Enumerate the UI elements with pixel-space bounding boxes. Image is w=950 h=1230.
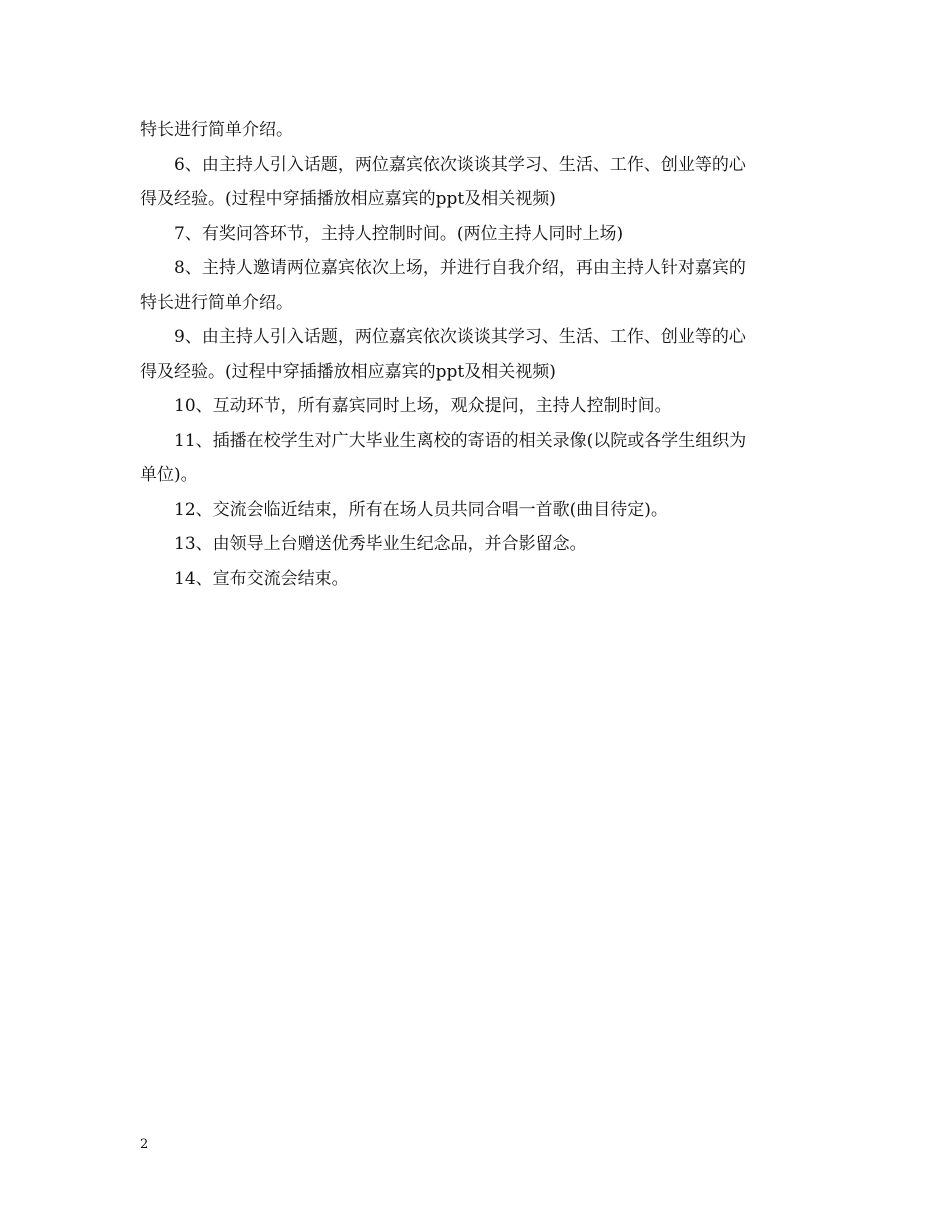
list-item-13: 13、由领导上台赠送优秀毕业生纪念品，并合影留念。 (174, 534, 587, 554)
list-item-8-line-2: 特长进行简单介绍。 (140, 292, 293, 313)
document-body (140, 113, 812, 596)
list-item-11-line-1: 11、插播在校学生对广大毕业生离校的寄语的相关录像(以院或各学生组织为 (174, 430, 747, 451)
text-line: 特长进行简单介绍。 (140, 120, 293, 140)
list-item-6-line-1: 6、由主持人引入话题，两位嘉宾依次谈谈其学习、生活、工作、创业等的心 (174, 154, 746, 175)
list-item-7: 7、有奖问答环节，主持人控制时间。(两位主持人同时上场) (174, 223, 624, 244)
list-item-14: 14、宣布交流会结束。 (174, 568, 349, 589)
list-item-10: 10、互动环节，所有嘉宾同时上场，观众提问，主持人控制时间。 (174, 396, 672, 416)
list-item-6-line-2: 得及经验。(过程中穿插播放相应嘉宾的ppt及相关视频) (140, 189, 556, 209)
list-item-9-line-2: 得及经验。(过程中穿插播放相应嘉宾的ppt及相关视频) (140, 361, 556, 382)
list-item-9-line-1: 9、由主持人引入话题，两位嘉宾依次谈谈其学习、生活、工作、创业等的心 (174, 327, 746, 347)
list-item-8-line-1: 8、主持人邀请两位嘉宾依次上场，并进行自我介绍，再由主持人针对嘉宾的 (174, 258, 746, 278)
list-item-12: 12、交流会临近结束，所有在场人员共同合唱一首歌(曲目待定)。 (174, 499, 668, 520)
page-number: 2 (140, 1137, 149, 1152)
list-item-11-line-2: 单位)。 (140, 465, 198, 485)
